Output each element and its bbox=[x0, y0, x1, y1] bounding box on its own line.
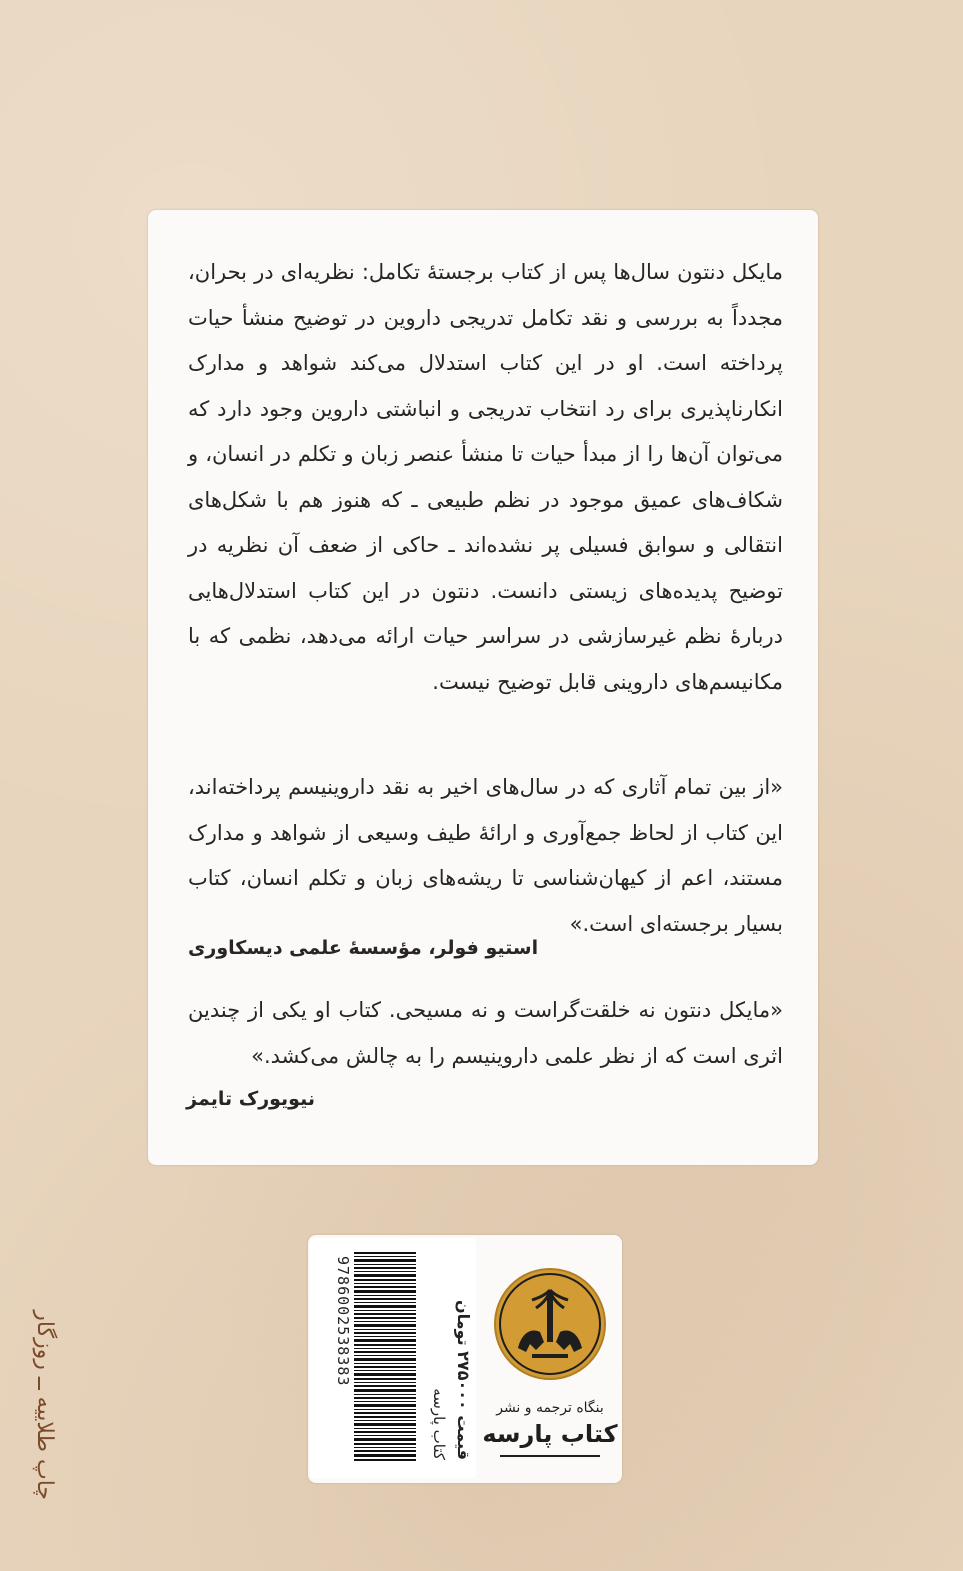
review-quote-2 bbox=[186, 988, 783, 1110]
publisher-name: کتاب پارسه bbox=[482, 1420, 618, 1448]
barcode-icon bbox=[354, 1252, 416, 1462]
lion-palm-emblem-icon bbox=[496, 1270, 604, 1378]
blurb-panel bbox=[148, 210, 818, 1165]
shop-name: کتاب پارسه bbox=[430, 1388, 448, 1460]
isbn-number: 9786002538383 bbox=[334, 1256, 352, 1387]
quote-2-text: «مایکل دنتون نه خلقت‌گراست و نه مسیحی. کتاب او یکی از چندین اثری است که از نظر علمی داروینیسم را به چالش می‌کشد.» bbox=[188, 998, 783, 1068]
handwritten-signature bbox=[24, 1310, 64, 1500]
quote-2-source: نیویورک تایمز bbox=[186, 1088, 315, 1110]
barcode-content bbox=[310, 1246, 476, 1470]
review-quote-1 bbox=[188, 765, 783, 959]
signature-text: چاپ طلاییه ــ روزگار bbox=[32, 1310, 57, 1500]
price-text: قیمت ۲۷۵۰۰۰ تومان bbox=[454, 1299, 473, 1460]
quote-1-source: استیو فولر، مؤسسهٔ علمی دیسکاوری bbox=[188, 937, 539, 959]
publisher-divider bbox=[500, 1455, 600, 1457]
quote-1-text: «از بین تمام آثاری که در سال‌های اخیر به نقد داروینیسم پرداخته‌اند، این کتاب از لحاظ جمع‌آوری و ارائهٔ طیف وسیعی از شواهد و مدارک مستند، اعم از کیهان‌شناسی تا ریشه‌های زبان و تکلم انسان، کتاب بسیار برجسته‌ای است.» bbox=[188, 775, 783, 936]
publisher-logo bbox=[494, 1268, 606, 1380]
publisher-subtitle: بنگاه ترجمه و نشر bbox=[496, 1400, 604, 1416]
book-summary: مایکل دنتون سال‌ها پس از کتاب برجستهٔ تکامل: نظریه‌ای در بحران، مجدداً به بررسی و نقد تکامل تدریجی داروین در توضیح منشأ حیات پرداخته است. او در این کتاب استدلال می‌کند شواهد و مدارک انکارناپذیری برای رد انتخاب تدریجی و انباشتی داروین وجود دارد که می‌توان آن‌ها را از مبدأ حیات تا منشأ عنصر زبان و تکلم در انسان، و شکاف‌های عمیق موجود در نظم طبیعی ـ که هنوز هم با شکل‌های انتقالی و سوابق فسیلی پر نشده‌اند ـ حاکی از ضعف آن نظریه در توضیح پدیده‌های زیستی دانست. دنتون در این کتاب استدلال‌هایی دربارهٔ نظم غیرسازشی در سراسر حیات ارائه می‌دهد، نظمی که با مکانیسم‌های داروینی قابل توضیح نیست. bbox=[188, 260, 783, 694]
